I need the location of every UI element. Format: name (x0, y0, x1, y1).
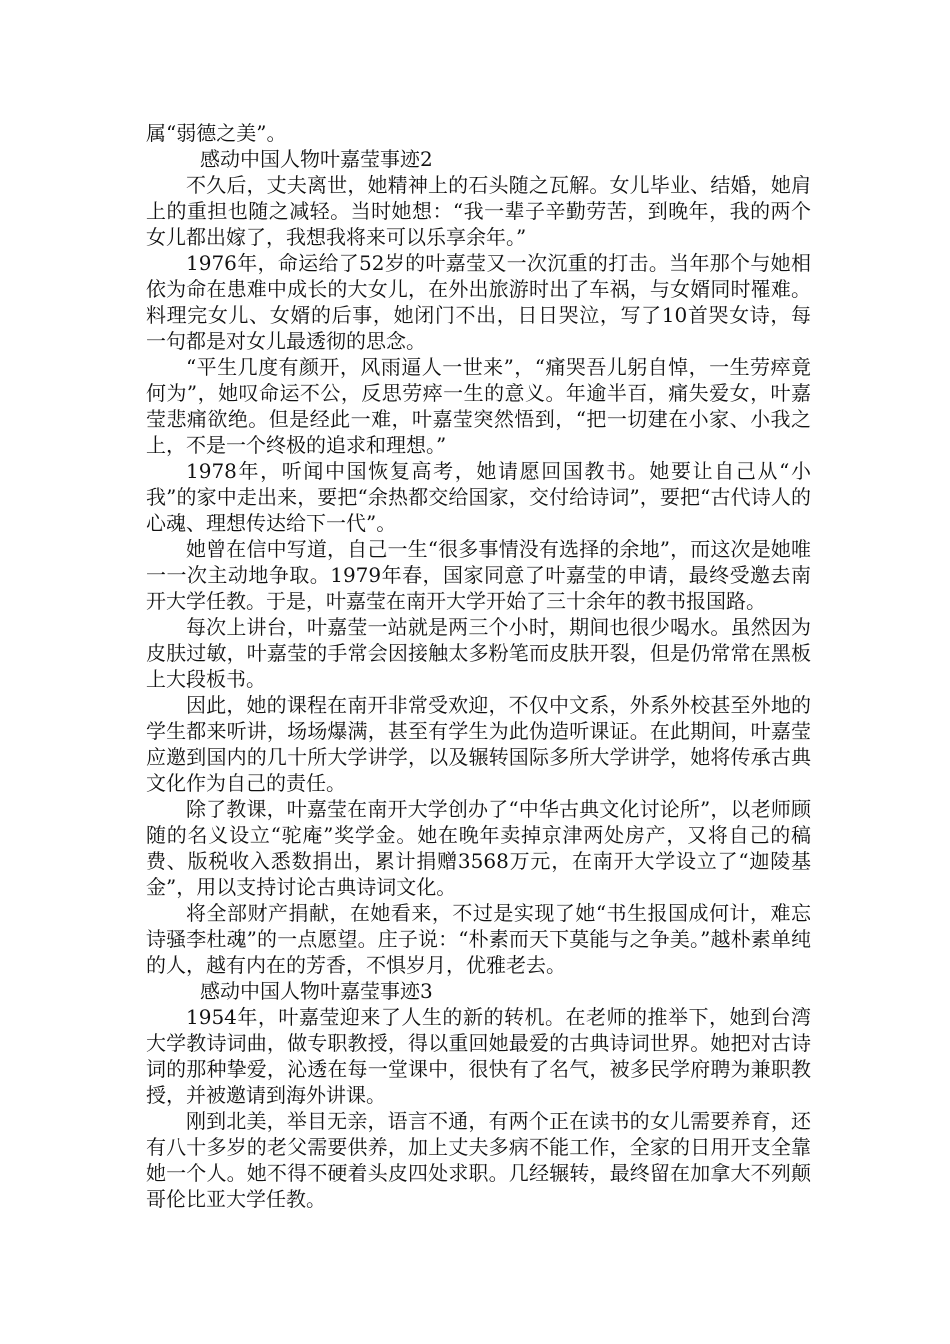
paragraph: 1954年，叶嘉莹迎来了人生的新的转机。在老师的推举下，她到台湾大学教诗词曲，做专职教授，得以重回她最爱的古典诗词世界。她把对古诗词的那种挚爱，沁透在每一堂课中，很快有了名气，被多民学府聘为兼职教授，并被邀请到海外讲课。 (146, 1005, 811, 1107)
paragraph: 每次上讲台，叶嘉莹一站就是两三个小时，期间也很少喝水。虽然因为皮肤过敏，叶嘉莹的手常会因接触太多粉笔而皮肤开裂，但是仍常常在黑板上大段板书。 (146, 615, 811, 691)
paragraph: “平生几度有颜开，风雨逼人一世来”，“痛哭吾儿躬自悼，一生劳瘁竟何为”，她叹命运不公，反思劳瘁一生的意义。年逾半百，痛失爱女，叶嘉莹悲痛欲绝。但是经此一难，叶嘉莹突然悟到，“把一切建在小家、小我之上，不是一个终极的追求和理想。” (146, 355, 811, 457)
paragraph: 不久后，丈夫离世，她精神上的石头随之瓦解。女儿毕业、结婚，她肩上的重担也随之减轻。当时她想：“我一辈子辛勤劳苦，到晚年，我的两个女儿都出嫁了，我想我将来可以乐享余年。” (146, 173, 811, 249)
paragraph: 1976年，命运给了52岁的叶嘉莹又一次沉重的打击。当年那个与她相依为命在患难中成长的大女儿，在外出旅游时出了车祸，与女婿同时罹难。料理完女儿、女婿的后事，她闭门不出，日日哭泣，写了10首哭女诗，每一句都是对女儿最透彻的思念。 (146, 251, 811, 353)
section-2-heading: 感动中国人物叶嘉莹事迹2 (200, 147, 433, 171)
paragraph: 刚到北美，举目无亲，语言不通，有两个正在读书的女儿需要养育，还有八十多岁的老父需要供养，加上丈夫多病不能工作，全家的日用开支全靠她一个人。她不得不硬着头皮四处求职。几经辗转，最终留在加拿大不列颠哥伦比亚大学任教。 (146, 1109, 811, 1211)
paragraph: 将全部财产捐献，在她看来，不过是实现了她“书生报国成何计，难忘诗骚李杜魂”的一点愿望。庄子说：“朴素而天下莫能与之争美。”越朴素单纯的人，越有内在的芳香，不惧岁月，优雅老去。 (146, 901, 811, 977)
paragraph: 因此，她的课程在南开非常受欢迎，不仅中文系，外系外校甚至外地的学生都来听讲，场场爆满，甚至有学生为此伪造听课证。在此期间，叶嘉莹应邀到国内的几十所大学讲学，以及辗转国际多所大学讲学，她将传承古典文化作为自己的责任。 (146, 693, 811, 795)
paragraph: 除了教课，叶嘉莹在南开大学创办了“中华古典文化讨论所”，以老师顾随的名义设立“驼庵”奖学金。她在晚年卖掉京津两处房产，又将自己的稿费、版税收入悉数捐出，累计捐赠3568万元，在南开大学设立了“迦陵基金”，用以支持讨论古典诗词文化。 (146, 797, 811, 899)
paragraph: 她曾在信中写道，自己一生“很多事情没有选择的余地”，而这次是她唯一一次主动地争取。1979年春，国家同意了叶嘉莹的申请，最终受邀去南开大学任教。于是，叶嘉莹在南开大学开始了三十余年的教书报国路。 (146, 537, 811, 613)
paragraph: 1978年，听闻中国恢复高考，她请愿回国教书。她要让自己从“小我”的家中走出来，要把“余热都交给国家，交付给诗词”，要把“古代诗人的心魂、理想传达给下一代”。 (146, 459, 811, 535)
section-3-heading: 感动中国人物叶嘉莹事迹3 (200, 979, 433, 1003)
document-page (146, 120, 811, 1212)
lead-fragment: 属“弱德之美”。 (146, 121, 287, 145)
